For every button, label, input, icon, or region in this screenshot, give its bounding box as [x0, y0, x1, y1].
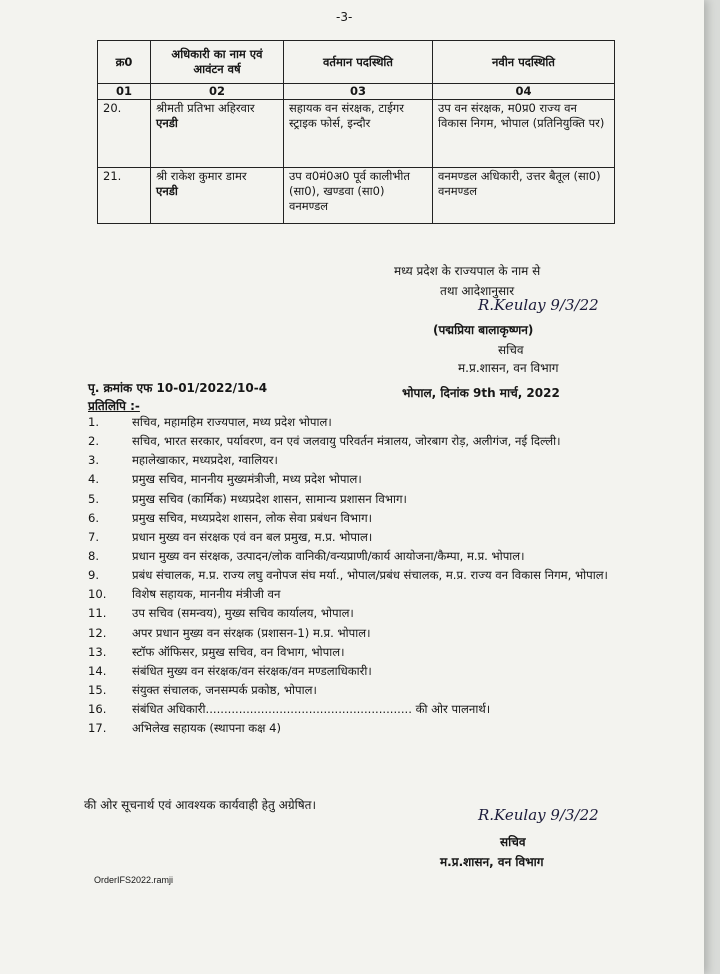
signatory-title: सचिव: [498, 343, 524, 357]
list-item: [88, 645, 628, 661]
colnum: 03: [284, 84, 433, 100]
closing-title: सचिव: [500, 835, 526, 849]
officer-name: श्री राकेश कुमार डामर: [156, 168, 247, 183]
colnum: 01: [98, 84, 151, 100]
list-item-text: प्रमुख सचिव (कार्मिक) मध्यप्रदेश शासन, सामान्य प्रशासन विभाग।: [132, 491, 407, 506]
officer-tag: एनडी: [156, 115, 178, 130]
header-officer: अधिकारी का नाम एवं आवंटन वर्ष: [151, 41, 284, 84]
list-item-text: उप सचिव (समन्वय), मुख्य सचिव कार्यालय, भोपाल।: [132, 606, 354, 621]
signature-1: R.Keulay 9/3/22: [478, 296, 599, 314]
list-item-number: 3.: [88, 453, 100, 468]
table-row: [98, 99, 615, 167]
reference-date: भोपाल, दिनांक 9th मार्च, 2022: [402, 386, 560, 400]
row-sno: 20.: [98, 99, 151, 167]
order-line-2: तथा आदेशानुसार: [440, 284, 515, 298]
list-item-text: अपर प्रधान मुख्य वन संरक्षक (प्रशासन-1) म.प्र. भोपाल।: [132, 625, 371, 640]
list-item: [88, 415, 628, 431]
copy-label: प्रतिलिपि :-: [88, 399, 140, 413]
row-new-post: उप वन संरक्षक, म0प्र0 राज्य वन विकास निगम, भोपाल (प्रतिनियुक्ति पर): [433, 99, 615, 167]
list-item-number: 13.: [88, 644, 107, 659]
footer-filename: OrderIFS2022.ramji: [94, 875, 174, 885]
list-item: [88, 664, 628, 680]
list-item: [88, 434, 628, 450]
list-item-number: 5.: [88, 491, 100, 506]
list-item: [88, 626, 628, 642]
row-current-post: उप व0मं0अ0 पूर्व कालीभीत (सा0), खण्डवा (सा0) वनमण्डल: [284, 167, 433, 223]
list-item: [88, 453, 628, 469]
closing-dept: म.प्र.शासन, वन विभाग: [440, 855, 544, 869]
officer-name: श्रीमती प्रतिभा अहिरवार: [156, 100, 255, 115]
header-current: वर्तमान पदस्थिति: [284, 41, 433, 84]
row-new-post: वनमण्डल अधिकारी, उत्तर बैतूल (सा0) वनमण्डल: [433, 167, 615, 223]
signatory-name: (पद्मप्रिया बालाकृष्णन): [433, 323, 534, 337]
list-item-text: संबंधित मुख्य वन संरक्षक/वन संरक्षक/वन मण्डलाधिकारी।: [132, 663, 372, 678]
list-item: [88, 721, 628, 737]
list-item-text: प्रमुख सचिव, माननीय मुख्यमंत्रीजी, मध्य प्रदेश भोपाल।: [132, 472, 362, 487]
table-header-row: [98, 41, 615, 84]
list-item-text: प्रधान मुख्य वन संरक्षक, उत्पादन/लोक वानिकी/वन्यप्राणी/कार्य आयोजना/कैम्पा, म.प्र. भोपाल।: [132, 548, 525, 563]
list-item-text: प्रधान मुख्य वन संरक्षक एवं वन बल प्रमुख, म.प्र. भोपाल।: [132, 529, 373, 544]
list-item-number: 14.: [88, 663, 107, 678]
list-item: [88, 683, 628, 699]
list-item-number: 10.: [88, 587, 107, 602]
list-item-number: 17.: [88, 721, 107, 736]
signatory-dept: म.प्र.शासन, वन विभाग: [458, 361, 559, 375]
page-number: -3-: [336, 10, 353, 24]
list-item-text: प्रमुख सचिव, मध्यप्रदेश शासन, लोक सेवा प्रबंधन विभाग।: [132, 510, 373, 525]
list-item-number: 12.: [88, 625, 107, 640]
list-item-text: महालेखाकार, मध्यप्रदेश, ग्वालियर।: [132, 453, 278, 468]
list-item-number: 15.: [88, 682, 107, 697]
list-item: [88, 472, 628, 488]
list-item: [88, 606, 628, 622]
copy-list: [88, 415, 628, 740]
list-item-text: विशेष सहायक, माननीय मंत्रीजी वन: [132, 587, 281, 602]
colnum: 02: [151, 84, 284, 100]
order-line-1: मध्य प्रदेश के राज्यपाल के नाम से: [394, 264, 541, 278]
list-item-number: 2.: [88, 434, 100, 449]
list-item: [88, 511, 628, 527]
transfer-table: [97, 40, 615, 224]
list-item-number: 16.: [88, 702, 107, 717]
list-item-number: 4.: [88, 472, 100, 487]
list-item-text: संयुक्त संचालक, जनसम्पर्क प्रकोष्ठ, भोपाल।: [132, 682, 317, 697]
list-item: [88, 492, 628, 508]
list-item-number: 7.: [88, 529, 100, 544]
officer-tag: एनडी: [156, 183, 178, 198]
colnum: 04: [433, 84, 615, 100]
row-current-post: सहायक वन संरक्षक, टाईगर स्ट्राइक फोर्स, इन्दौर: [284, 99, 433, 167]
list-item: [88, 702, 628, 718]
list-item-number: 6.: [88, 510, 100, 525]
list-item: [88, 549, 628, 565]
list-item-number: 8.: [88, 548, 100, 563]
list-item-text: सचिव, भारत सरकार, पर्यावरण, वन एवं जलवायु परिवर्तन मंत्रालय, जोरबाग रोड़, अलीगंज, नई दिल्ली।: [132, 434, 561, 449]
header-sno: क्र0: [98, 41, 151, 84]
row-sno: 21.: [98, 167, 151, 223]
header-new: नवीन पदस्थिति: [433, 41, 615, 84]
closing-line: की ओर सूचनार्थ एवं आवश्यक कार्यवाही हेतु अग्रेषित।: [84, 798, 317, 812]
signature-2: R.Keulay 9/3/22: [478, 806, 599, 824]
row-officer: [151, 167, 284, 223]
column-number-row: [98, 84, 615, 100]
list-item: [88, 587, 628, 603]
row-officer: [151, 99, 284, 167]
list-item: [88, 568, 628, 584]
list-item-text: अभिलेख सहायक (स्थापना कक्ष 4): [132, 721, 282, 736]
table-row: [98, 167, 615, 223]
list-item-text: प्रबंध संचालक, म.प्र. राज्य लघु वनोपज संघ मर्या., भोपाल/प्रबंध संचालक, म.प्र. राज्य वन विकास निगम, भोपाल।: [132, 568, 608, 583]
list-item-number: 9.: [88, 568, 100, 583]
list-item: [88, 530, 628, 546]
list-item-text: सचिव, महामहिम राज्यपाल, मध्य प्रदेश भोपाल।: [132, 415, 332, 429]
list-item-text: संबंधित अधिकारी........................................................ की ओर पालनार्थ।: [132, 702, 491, 717]
list-item-number: 11.: [88, 606, 107, 621]
list-item-number: 1.: [88, 415, 100, 429]
reference-number: पृ. क्रमांक एफ 10-01/2022/10-4: [88, 381, 268, 395]
list-item-text: स्टॉफ ऑफिसर, प्रमुख सचिव, वन विभाग, भोपाल।: [132, 644, 345, 659]
